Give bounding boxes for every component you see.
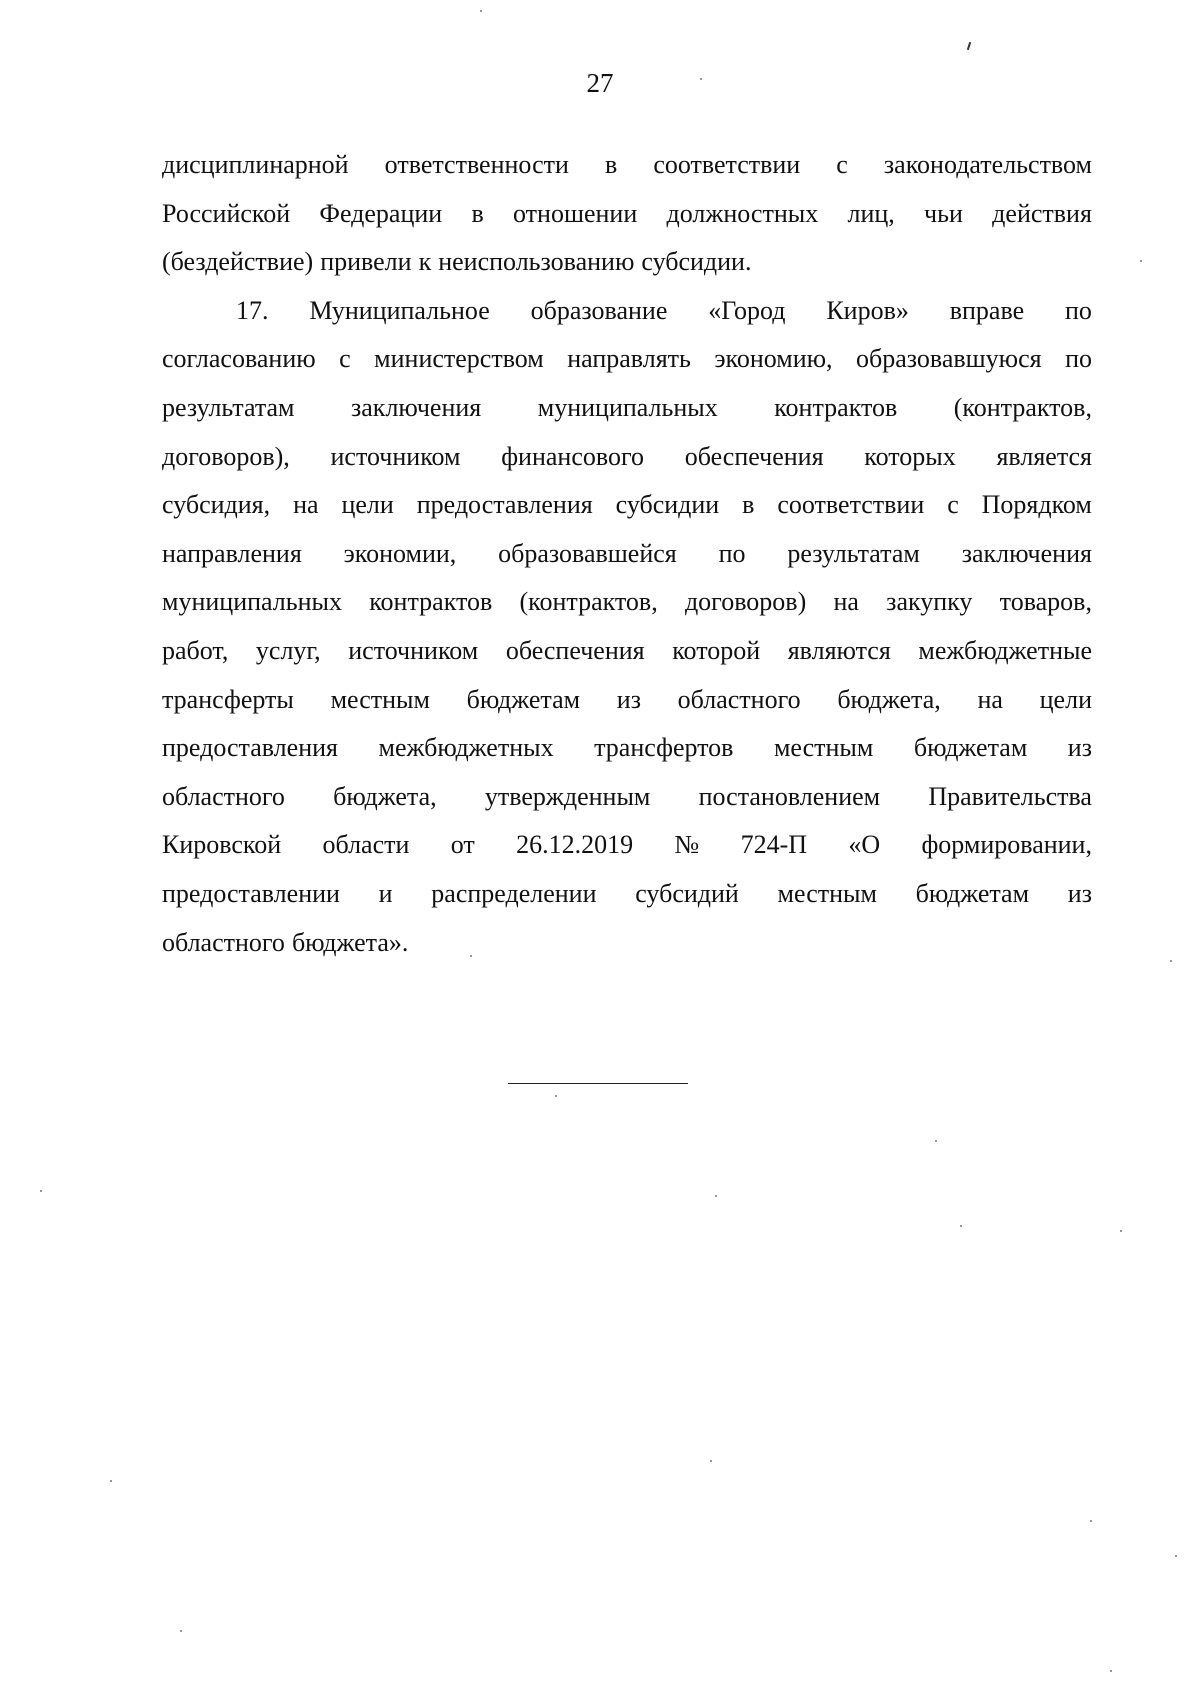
text-line bbox=[162, 190, 1092, 239]
word: образовавшуюся bbox=[856, 344, 1042, 374]
word: муниципальных bbox=[162, 587, 343, 617]
word: «О bbox=[848, 830, 881, 860]
text-line bbox=[162, 773, 1092, 822]
text-line bbox=[162, 335, 1092, 384]
word: области bbox=[322, 830, 410, 860]
word: предоставления bbox=[416, 490, 593, 520]
word: 724-П bbox=[740, 830, 807, 860]
word: результатам bbox=[787, 538, 920, 568]
word: цели bbox=[1039, 684, 1092, 714]
word: закупку bbox=[886, 587, 973, 617]
scan-speck bbox=[710, 1460, 712, 1462]
word: экономию, bbox=[714, 344, 833, 374]
word: на bbox=[293, 490, 319, 520]
word: Порядком bbox=[981, 490, 1092, 520]
word: направлять bbox=[567, 344, 691, 374]
text-line bbox=[162, 141, 1092, 190]
text-line bbox=[162, 821, 1092, 870]
word: в bbox=[742, 490, 755, 520]
word: (контрактов, bbox=[519, 587, 658, 617]
word: отношении bbox=[513, 198, 638, 228]
word: Киров» bbox=[826, 295, 909, 325]
scan-speck bbox=[1090, 1520, 1092, 1522]
word: согласованию bbox=[162, 344, 316, 374]
word: предоставлении bbox=[162, 878, 340, 908]
word: трансфертов bbox=[594, 733, 734, 763]
text-line bbox=[162, 919, 1092, 968]
word: на bbox=[833, 587, 859, 617]
scan-speck bbox=[1170, 960, 1172, 962]
word: № bbox=[674, 830, 700, 860]
word: трансферты bbox=[162, 684, 294, 714]
word: муниципальных bbox=[537, 392, 718, 422]
word: источником bbox=[348, 635, 479, 665]
word: дисциплинарной bbox=[162, 150, 349, 179]
text-line bbox=[162, 384, 1092, 433]
word: соответствии bbox=[653, 150, 801, 179]
word: вправе bbox=[949, 295, 1025, 325]
text-line bbox=[162, 578, 1092, 627]
scan-speck bbox=[480, 10, 482, 12]
word: контрактов bbox=[774, 392, 898, 422]
word: в bbox=[471, 198, 484, 228]
word: бюджета, bbox=[837, 684, 941, 714]
scan-speck bbox=[555, 1095, 557, 1097]
word: товаров, bbox=[999, 587, 1092, 617]
word: и bbox=[378, 878, 393, 908]
word: из bbox=[1067, 878, 1092, 908]
word: обеспечения bbox=[505, 635, 645, 665]
word: субсидии. bbox=[641, 247, 752, 277]
scan-speck bbox=[470, 955, 472, 957]
word: которых bbox=[864, 441, 956, 471]
text-line bbox=[162, 870, 1092, 919]
scan-speck bbox=[1175, 1555, 1177, 1557]
text-line bbox=[162, 627, 1092, 676]
word: результатам bbox=[162, 392, 295, 422]
word: от bbox=[450, 830, 475, 860]
word: формировании, bbox=[921, 830, 1092, 860]
word: на bbox=[977, 684, 1003, 714]
word: к bbox=[418, 247, 432, 277]
word: по bbox=[1065, 344, 1092, 374]
word: межбюджетных bbox=[378, 733, 554, 763]
word: финансового bbox=[501, 441, 644, 471]
word: контрактов bbox=[369, 587, 493, 617]
word: областного bbox=[162, 927, 285, 957]
word: в bbox=[604, 150, 618, 179]
word: распределении bbox=[431, 878, 597, 908]
word: Российской bbox=[162, 198, 291, 228]
word: областного bbox=[677, 684, 801, 714]
paragraph-17-first-line bbox=[162, 287, 1092, 336]
word: ответственности bbox=[384, 150, 569, 179]
word: которой bbox=[672, 635, 761, 665]
document-body bbox=[162, 141, 1092, 967]
word: бюджетам bbox=[915, 878, 1030, 908]
text-line bbox=[162, 530, 1092, 579]
text-line bbox=[162, 676, 1092, 725]
text-line bbox=[162, 724, 1092, 773]
scan-mark bbox=[967, 42, 971, 50]
word: бюджета». bbox=[291, 927, 409, 957]
word: обеспечения bbox=[684, 441, 824, 471]
page-number: 27 bbox=[586, 68, 614, 98]
scan-speck bbox=[180, 1630, 182, 1632]
word: бюджетам bbox=[913, 733, 1028, 763]
word: «Город bbox=[708, 295, 786, 325]
word: договоров), bbox=[162, 441, 290, 471]
word: работ, bbox=[162, 635, 229, 665]
scan-speck bbox=[960, 1225, 962, 1227]
word: источником bbox=[330, 441, 461, 471]
word: с bbox=[339, 344, 351, 374]
word: образование bbox=[530, 295, 668, 325]
word: цели bbox=[341, 490, 394, 520]
word: заключения bbox=[961, 538, 1092, 568]
word: субсидия, bbox=[162, 490, 271, 520]
scan-speck bbox=[715, 1195, 717, 1197]
word: местным bbox=[773, 733, 874, 763]
word: постановлением bbox=[698, 781, 881, 811]
word: Правительства bbox=[928, 781, 1092, 811]
word: с bbox=[836, 150, 848, 179]
word: Муниципальное bbox=[309, 295, 490, 325]
word: должностных bbox=[666, 198, 819, 228]
word: (бездействие) bbox=[162, 247, 314, 277]
word: местным bbox=[777, 878, 877, 908]
word: образовавшейся bbox=[498, 538, 677, 568]
word: из bbox=[1067, 733, 1092, 763]
word: привели bbox=[320, 247, 412, 277]
end-of-document-rule bbox=[508, 1083, 688, 1084]
word: неиспользованию bbox=[438, 247, 635, 277]
text-line bbox=[162, 433, 1092, 482]
word: областного bbox=[162, 781, 285, 811]
word: с bbox=[947, 490, 959, 520]
word: услуг, bbox=[255, 635, 321, 665]
word: по bbox=[1065, 295, 1092, 325]
word: экономии, bbox=[343, 538, 457, 568]
word: Кировской bbox=[162, 830, 282, 860]
word: (контрактов, bbox=[953, 392, 1092, 422]
word: лиц, bbox=[847, 198, 895, 228]
word: бюджетам bbox=[466, 684, 581, 714]
word: предоставления bbox=[162, 733, 338, 763]
scan-speck bbox=[935, 1140, 937, 1142]
word: Федерации bbox=[319, 198, 443, 228]
word: направления bbox=[162, 538, 302, 568]
word: субсидий bbox=[635, 878, 739, 908]
text-line bbox=[162, 481, 1092, 530]
word: договоров) bbox=[684, 587, 807, 617]
word: межбюджетные bbox=[918, 635, 1092, 665]
word: законодательством bbox=[883, 150, 1092, 179]
word: являются bbox=[787, 635, 891, 665]
word: действия bbox=[992, 198, 1092, 228]
word: 17. bbox=[236, 295, 269, 325]
word: чьи bbox=[924, 198, 963, 228]
scan-speck bbox=[1120, 1230, 1122, 1232]
word: местным bbox=[330, 684, 430, 714]
word: соответствии bbox=[777, 490, 925, 520]
text-line bbox=[162, 238, 1092, 287]
word: заключения bbox=[351, 392, 482, 422]
word: является bbox=[996, 441, 1092, 471]
word: субсидии bbox=[615, 490, 720, 520]
scan-speck bbox=[1110, 1670, 1112, 1672]
word: по bbox=[718, 538, 746, 568]
word: 26.12.2019 bbox=[516, 830, 634, 860]
word: бюджета, bbox=[333, 781, 437, 811]
word: из bbox=[616, 684, 641, 714]
scan-speck bbox=[1140, 260, 1142, 262]
word: министерством bbox=[374, 344, 544, 374]
scan-speck bbox=[700, 78, 702, 80]
scan-speck bbox=[110, 1480, 112, 1482]
word: утвержденным bbox=[484, 781, 651, 811]
scan-speck bbox=[40, 1190, 42, 1192]
